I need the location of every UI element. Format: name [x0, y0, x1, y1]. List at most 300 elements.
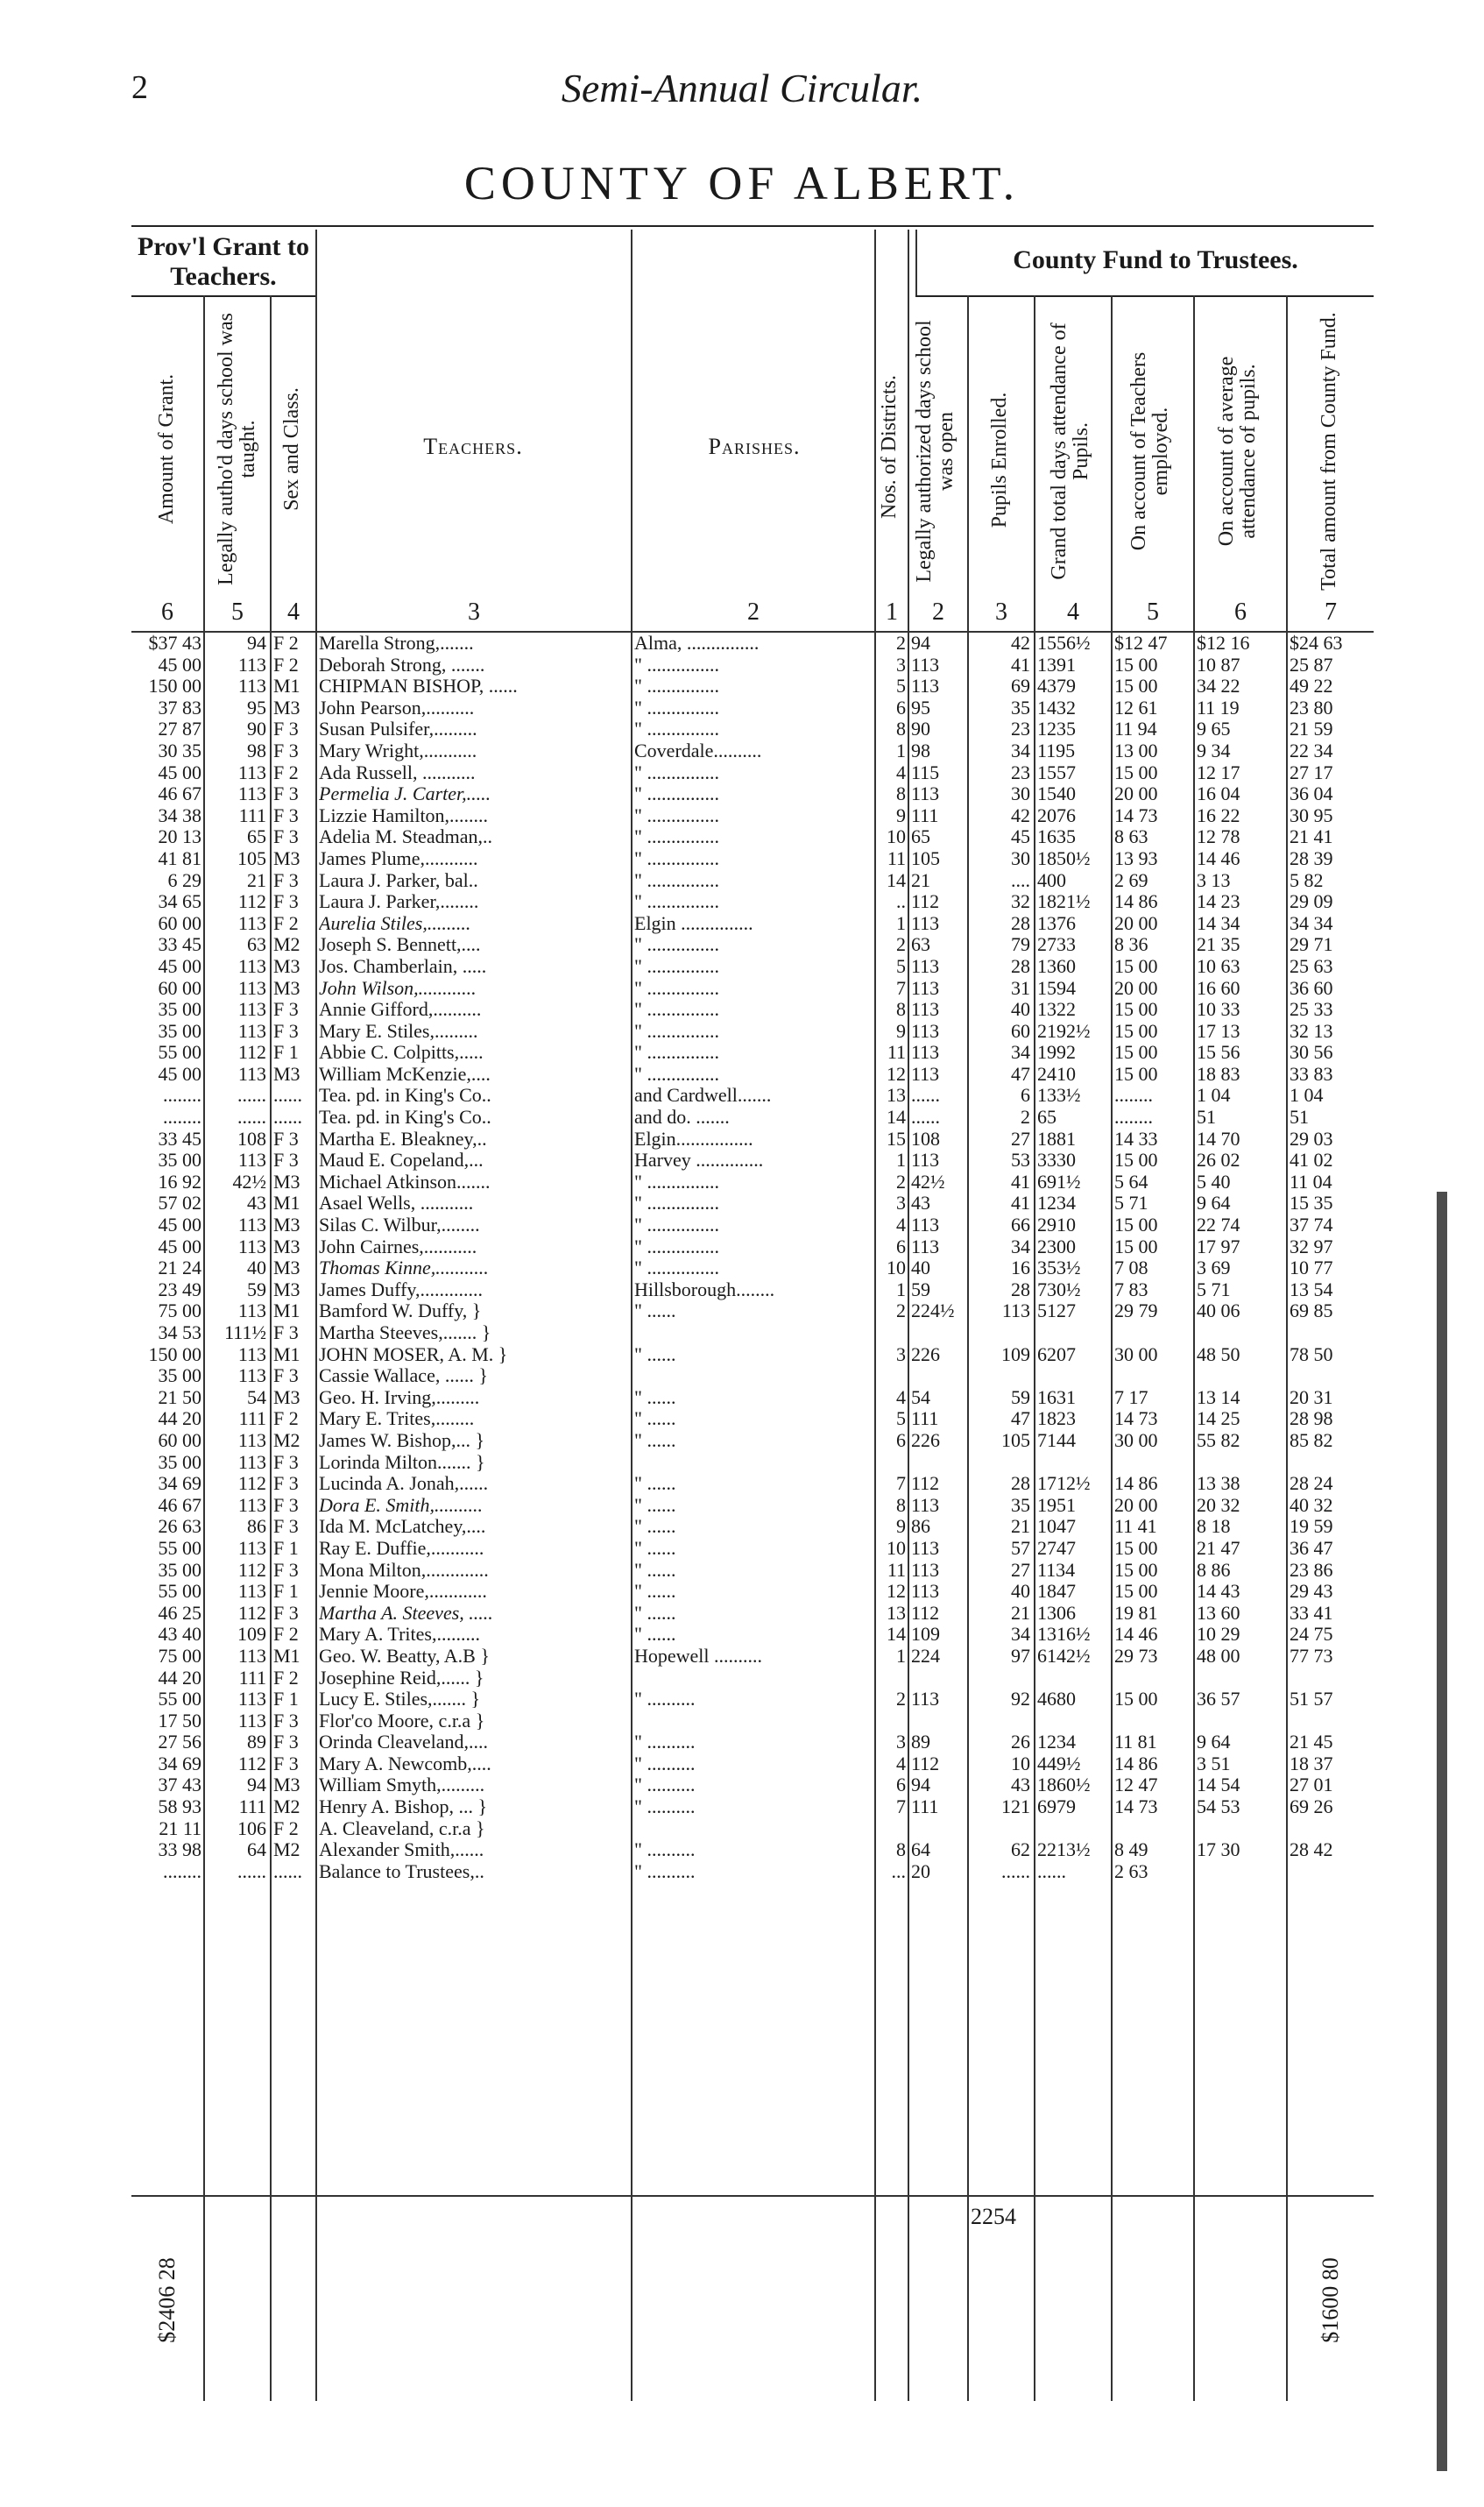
cell-days-taught: 113: [237, 1451, 266, 1473]
cell-total-amount: 1 04: [1290, 1085, 1324, 1107]
cell-pupils-enrolled: 23: [1011, 761, 1030, 783]
cell-amount-of-grant: 45 00: [158, 1215, 201, 1236]
cell-attendance-days: 353½: [1037, 1257, 1081, 1279]
cell-attendance-days: 2213½: [1037, 1839, 1091, 1861]
table-row: [0, 1710, 1484, 1732]
cell-attendance-days: 2733: [1037, 934, 1076, 956]
cell-district-number: 12: [887, 1581, 906, 1603]
table-row: [0, 1430, 1484, 1452]
cell-attendance-days: 730½: [1037, 1278, 1081, 1300]
cell-amount-of-grant: 30 35: [158, 740, 201, 761]
table-row: [0, 762, 1484, 784]
cell-pupils-enrolled: 21: [1011, 1602, 1030, 1624]
cell-days-taught: 112: [237, 1473, 266, 1495]
cell-district-number: 4: [896, 1753, 906, 1774]
cell-average-attendance-amount: 54 53: [1197, 1796, 1240, 1818]
cell-days-open: 90: [911, 719, 930, 740]
cell-pupils-enrolled: 62: [1011, 1839, 1030, 1861]
cell-attendance-days: 3330: [1037, 1150, 1076, 1172]
cell-amount-of-grant: 34 53: [158, 1322, 201, 1343]
cell-average-attendance-amount: 3 69: [1197, 1257, 1231, 1279]
cell-parish: " ..........: [634, 1796, 696, 1818]
cell-days-taught: 113: [237, 1494, 266, 1516]
cell-sex-and-class: F 3: [273, 1020, 299, 1042]
cell-district-number: 11: [887, 1042, 906, 1064]
table-row: [0, 1560, 1484, 1582]
cell-district-number: ..: [896, 891, 906, 913]
cell-days-taught: ......: [237, 1860, 266, 1882]
table-row: [0, 1193, 1484, 1215]
cell-attendance-days: 1631: [1037, 1386, 1076, 1408]
cell-parish: " ...............: [634, 1193, 719, 1215]
cell-days-open: 43: [911, 1193, 930, 1215]
table-row: [0, 1257, 1484, 1279]
cell-days-open: 89: [911, 1732, 930, 1753]
cell-total-amount: 5 82: [1290, 869, 1324, 891]
cell-days-open: 111: [911, 804, 939, 826]
cell-teacher-name: Ada Russell, ...........: [319, 761, 476, 783]
cell-sex-and-class: F 3: [273, 1494, 299, 1516]
cell-sex-and-class: ......: [273, 1860, 302, 1882]
col-number-days-taught: 5: [231, 598, 244, 626]
cell-average-attendance-amount: 13 60: [1197, 1602, 1240, 1624]
cell-pupils-enrolled: 31: [1011, 977, 1030, 999]
cell-average-attendance-amount: 36 57: [1197, 1689, 1240, 1710]
cell-teachers-employed-amount: 7 17: [1114, 1386, 1148, 1408]
cell-teachers-employed-amount: 15 00: [1114, 1559, 1158, 1581]
cell-total-amount: 36 04: [1290, 783, 1333, 805]
cell-teachers-employed-amount: 11 94: [1114, 719, 1157, 740]
cell-average-attendance-amount: 8 86: [1197, 1559, 1231, 1581]
cell-pupils-enrolled: 41: [1011, 1171, 1030, 1193]
table-row: [0, 1603, 1484, 1625]
cell-total-amount: 25 33: [1290, 999, 1333, 1021]
cell-district-number: 15: [887, 1128, 906, 1150]
cell-sex-and-class: M2: [273, 1839, 300, 1861]
cell-district-number: 4: [896, 761, 906, 783]
cell-amount-of-grant: 55 00: [158, 1689, 201, 1710]
cell-days-open: 112: [911, 1602, 940, 1624]
cell-pupils-enrolled: 2: [1021, 1107, 1030, 1129]
cell-average-attendance-amount: 11 19: [1197, 697, 1240, 719]
cell-teacher-name: JOHN MOSER, A. M. }: [319, 1343, 508, 1365]
cell-parish: " ......: [634, 1516, 676, 1538]
cell-teachers-employed-amount: 15 00: [1114, 676, 1158, 698]
cell-district-number: 6: [896, 1236, 906, 1257]
cell-teachers-employed-amount: 29 79: [1114, 1300, 1158, 1322]
cell-sex-and-class: F 3: [273, 1365, 299, 1387]
cell-average-attendance-amount: 14 70: [1197, 1128, 1240, 1150]
cell-sex-and-class: M3: [273, 1278, 300, 1300]
cell-days-taught: 86: [247, 1516, 266, 1538]
cell-pupils-enrolled: 57: [1011, 1537, 1030, 1559]
cell-teacher-name: Susan Pulsifer,.........: [319, 719, 477, 740]
cell-total-amount: 11 04: [1290, 1171, 1332, 1193]
cell-district-number: 1: [896, 1150, 906, 1172]
cell-teachers-employed-amount: 7 83: [1114, 1278, 1148, 1300]
cell-total-amount: 19 59: [1290, 1516, 1333, 1538]
cell-teacher-name: Mona Milton,.............: [319, 1559, 489, 1581]
table-row: [0, 1064, 1484, 1086]
cell-pupils-enrolled: 92: [1011, 1689, 1030, 1710]
cell-amount-of-grant: 45 00: [158, 1236, 201, 1257]
cell-parish: " ...............: [634, 847, 719, 869]
cell-teachers-employed-amount: 30 00: [1114, 1429, 1158, 1451]
table-row: [0, 1732, 1484, 1753]
cell-district-number: 7: [896, 1796, 906, 1818]
cell-average-attendance-amount: 8 18: [1197, 1516, 1231, 1538]
cell-attendance-days: 400: [1037, 869, 1066, 891]
cell-days-open: 113: [911, 955, 940, 977]
cell-total-amount: 77 73: [1290, 1645, 1333, 1667]
total-county-fund: $1600 80: [1318, 2257, 1343, 2343]
cell-average-attendance-amount: 22 74: [1197, 1215, 1240, 1236]
cell-teacher-name: William McKenzie,....: [319, 1063, 491, 1085]
cell-district-number: 6: [896, 1429, 906, 1451]
cell-teachers-employed-amount: 7 08: [1114, 1257, 1148, 1279]
cell-parish: " ......: [634, 1559, 676, 1581]
cell-days-taught: 113: [237, 783, 266, 805]
cell-days-taught: 113: [237, 999, 266, 1021]
cell-pupils-enrolled: 42: [1011, 633, 1030, 654]
cell-parish: " ...............: [634, 654, 719, 676]
cell-days-open: 94: [911, 1774, 930, 1796]
cell-days-open: 113: [911, 1063, 940, 1085]
cell-sex-and-class: M1: [273, 1343, 300, 1365]
cell-average-attendance-amount: 12 17: [1197, 761, 1240, 783]
cell-average-attendance-amount: 3 51: [1197, 1753, 1231, 1774]
cell-days-open: 113: [911, 1042, 940, 1064]
table-row: [0, 1796, 1484, 1818]
cell-amount-of-grant: 35 00: [158, 999, 201, 1021]
col-number-sex-class: 4: [287, 598, 300, 626]
cell-attendance-days: 6142½: [1037, 1645, 1091, 1667]
cell-amount-of-grant: ........: [163, 1860, 201, 1882]
cell-amount-of-grant: 35 00: [158, 1020, 201, 1042]
cell-teachers-employed-amount: 2 63: [1114, 1860, 1148, 1882]
cell-parish: " ...............: [634, 1042, 719, 1064]
header-avg-attendance: On account of average attendance of pupils.: [1215, 356, 1260, 547]
cell-pupils-enrolled: 121: [1001, 1796, 1030, 1818]
header-teachers: Teachers.: [423, 434, 523, 459]
cell-total-amount: 13 54: [1290, 1278, 1333, 1300]
cell-attendance-days: 6979: [1037, 1796, 1076, 1818]
cell-pupils-enrolled: 47: [1011, 1408, 1030, 1430]
cell-teacher-name: Geo. H. Irving,.........: [319, 1386, 480, 1408]
cell-days-open: ......: [911, 1107, 940, 1129]
cell-sex-and-class: F 3: [273, 1128, 299, 1150]
table-row: [0, 1107, 1484, 1129]
cell-pupils-enrolled: 28: [1011, 912, 1030, 934]
cell-days-taught: 113: [237, 1343, 266, 1365]
cell-district-number: 9: [896, 1516, 906, 1538]
cell-pupils-enrolled: 35: [1011, 1494, 1030, 1516]
cell-total-amount: 32 97: [1290, 1236, 1333, 1257]
cell-total-amount: 15 35: [1290, 1193, 1333, 1215]
cell-average-attendance-amount: 16 04: [1197, 783, 1240, 805]
cell-district-number: 12: [887, 1063, 906, 1085]
cell-sex-and-class: F 2: [273, 1408, 299, 1430]
running-title: Semi-Annual Circular.: [561, 66, 923, 110]
header-days-taught: Legally autho'd days school was taught.: [215, 313, 259, 585]
cell-parish: " ...............: [634, 1236, 719, 1257]
cell-amount-of-grant: 60 00: [158, 912, 201, 934]
cell-sex-and-class: F 3: [273, 1322, 299, 1343]
scan-edge-shadow: [1437, 1192, 1447, 2471]
cell-parish: " ...............: [634, 1215, 719, 1236]
totals-top-rule: [131, 2195, 1374, 2197]
cell-amount-of-grant: 45 00: [158, 654, 201, 676]
cell-days-taught: 54: [247, 1386, 266, 1408]
cell-amount-of-grant: 41 81: [158, 847, 201, 869]
cell-teacher-name: Michael Atkinson.......: [319, 1171, 491, 1193]
cell-pupils-enrolled: 6: [1021, 1085, 1030, 1107]
table-row: [0, 1387, 1484, 1409]
cell-days-open: 113: [911, 999, 940, 1021]
cell-total-amount: 69 26: [1290, 1796, 1333, 1818]
cell-teachers-employed-amount: 14 33: [1114, 1128, 1158, 1150]
cell-sex-and-class: F 2: [273, 654, 299, 676]
cell-pupils-enrolled: 79: [1011, 934, 1030, 956]
cell-teachers-employed-amount: 20 00: [1114, 1494, 1158, 1516]
cell-days-taught: 113: [237, 1215, 266, 1236]
cell-pupils-enrolled: 30: [1011, 847, 1030, 869]
cell-parish: " ...............: [634, 761, 719, 783]
cell-teachers-employed-amount: 19 81: [1114, 1602, 1158, 1624]
cell-sex-and-class: M3: [273, 847, 300, 869]
cell-parish: " ......: [634, 1581, 676, 1603]
cell-days-open: 113: [911, 1581, 940, 1603]
cell-teachers-employed-amount: 14 73: [1114, 804, 1158, 826]
cell-pupils-enrolled: 42: [1011, 804, 1030, 826]
cell-days-taught: 113: [237, 1063, 266, 1085]
cell-days-taught: 111½: [224, 1322, 266, 1343]
cell-days-taught: 113: [237, 955, 266, 977]
cell-total-amount: 33 41: [1290, 1602, 1333, 1624]
cell-sex-and-class: M3: [273, 977, 300, 999]
cell-teacher-name: Jos. Chamberlain, .....: [319, 955, 487, 977]
cell-amount-of-grant: 34 38: [158, 804, 201, 826]
cell-teacher-name: John Wilson,............: [319, 977, 477, 999]
cell-total-amount: 33 83: [1290, 1063, 1333, 1085]
cell-average-attendance-amount: 10 29: [1197, 1624, 1240, 1646]
cell-district-number: 3: [896, 1732, 906, 1753]
cell-days-taught: 43: [247, 1193, 266, 1215]
cell-parish: " ......: [634, 1408, 676, 1430]
cell-teachers-employed-amount: 13 93: [1114, 847, 1158, 869]
cell-teacher-name: Jennie Moore,............: [319, 1581, 487, 1603]
cell-days-open: 224: [911, 1645, 940, 1667]
cell-teacher-name: Laura J. Parker, bal..: [319, 869, 478, 891]
cell-attendance-days: 1951: [1037, 1494, 1076, 1516]
cell-teacher-name: Asael Wells, ...........: [319, 1193, 474, 1215]
cell-attendance-days: 4379: [1037, 676, 1076, 698]
cell-district-number: 3: [896, 1193, 906, 1215]
cell-average-attendance-amount: 51: [1197, 1107, 1216, 1129]
cell-teacher-name: Laura J. Parker,........: [319, 891, 479, 913]
cell-pupils-enrolled: 27: [1011, 1559, 1030, 1581]
cell-days-taught: 113: [237, 1537, 266, 1559]
cell-amount-of-grant: 27 56: [158, 1732, 201, 1753]
group-heading-county-fund: County Fund to Trustees.: [1013, 245, 1298, 274]
cell-total-amount: 21 59: [1290, 719, 1333, 740]
cell-total-amount: 30 56: [1290, 1042, 1333, 1064]
cell-days-open: 113: [911, 1150, 940, 1172]
cell-days-open: 226: [911, 1429, 940, 1451]
cell-days-open: 98: [911, 740, 930, 761]
cell-days-taught: 113: [237, 1645, 266, 1667]
cell-days-open: 109: [911, 1624, 940, 1646]
cell-teachers-employed-amount: 8 49: [1114, 1839, 1148, 1861]
table-row: [0, 978, 1484, 1000]
cell-parish: " ...............: [634, 955, 719, 977]
cell-pupils-enrolled: 113: [1001, 1300, 1030, 1322]
cell-parish: " ..........: [634, 1732, 696, 1753]
cell-pupils-enrolled: 105: [1001, 1429, 1030, 1451]
cell-total-amount: 27 17: [1290, 761, 1333, 783]
cell-attendance-days: ......: [1037, 1860, 1066, 1882]
cell-amount-of-grant: 45 00: [158, 955, 201, 977]
cell-total-amount: 28 98: [1290, 1408, 1333, 1430]
cell-pupils-enrolled: 26: [1011, 1732, 1030, 1753]
cell-teacher-name: Mary A. Trites,.........: [319, 1624, 480, 1646]
cell-teachers-employed-amount: 20 00: [1114, 912, 1158, 934]
cell-teacher-name: Aurelia Stiles,.........: [319, 912, 471, 934]
cell-sex-and-class: M3: [273, 1257, 300, 1279]
cell-sex-and-class: F 3: [273, 1732, 299, 1753]
cell-district-number: 8: [896, 1494, 906, 1516]
cell-attendance-days: 1540: [1037, 783, 1076, 805]
cell-attendance-days: 1195: [1037, 740, 1076, 761]
cell-days-open: 112: [911, 1473, 940, 1495]
col-number-amount: 6: [161, 598, 173, 626]
cell-days-taught: 108: [237, 1128, 266, 1150]
cell-district-number: 10: [887, 1257, 906, 1279]
col-number-parishes: 2: [747, 598, 760, 626]
cell-average-attendance-amount: 1 04: [1197, 1085, 1231, 1107]
cell-attendance-days: 1712½: [1037, 1473, 1091, 1495]
cell-total-amount: 29 43: [1290, 1581, 1333, 1603]
cell-teacher-name: Lucinda A. Jonah,......: [319, 1473, 489, 1495]
cell-amount-of-grant: 37 43: [158, 1774, 201, 1796]
cell-total-amount: 18 37: [1290, 1753, 1333, 1774]
table-row: [0, 719, 1484, 740]
cell-sex-and-class: F 3: [273, 999, 299, 1021]
cell-amount-of-grant: 44 20: [158, 1408, 201, 1430]
cell-days-taught: 94: [247, 633, 266, 654]
cell-total-amount: 28 42: [1290, 1839, 1333, 1861]
cell-total-amount: 25 63: [1290, 955, 1333, 977]
cell-attendance-days: 1556½: [1037, 633, 1091, 654]
cell-district-number: 6: [896, 697, 906, 719]
cell-days-open: 108: [911, 1128, 940, 1150]
total-amount-of-grant: $2406 28: [154, 2257, 180, 2343]
table-row: [0, 1042, 1484, 1064]
cell-teacher-name: Mary E. Stiles,.........: [319, 1020, 478, 1042]
cell-teachers-employed-amount: 14 86: [1114, 1473, 1158, 1495]
cell-amount-of-grant: 6 29: [167, 869, 201, 891]
table-row: [0, 891, 1484, 913]
cell-parish: " ..........: [634, 1860, 696, 1882]
cell-district-number: 11: [887, 847, 906, 869]
cell-average-attendance-amount: 12 78: [1197, 826, 1240, 848]
cell-sex-and-class: F 2: [273, 633, 299, 654]
table-row: [0, 934, 1484, 956]
cell-teacher-name: Lizzie Hamilton,........: [319, 804, 489, 826]
cell-parish: and Cardwell.......: [634, 1085, 772, 1107]
cell-pupils-enrolled: 21: [1011, 1516, 1030, 1538]
cell-parish: and do. .......: [634, 1107, 730, 1129]
cell-attendance-days: 1360: [1037, 955, 1076, 977]
table-row: [0, 913, 1484, 935]
cell-total-amount: 85 82: [1290, 1429, 1333, 1451]
cell-pupils-enrolled: 34: [1011, 740, 1030, 761]
cell-sex-and-class: F 3: [273, 783, 299, 805]
cell-district-number: 5: [896, 955, 906, 977]
cell-parish: " ..........: [634, 1753, 696, 1774]
cell-attendance-days: 691½: [1037, 1171, 1081, 1193]
cell-average-attendance-amount: 10 87: [1197, 654, 1240, 676]
cell-days-open: 94: [911, 633, 930, 654]
cell-sex-and-class: M1: [273, 1300, 300, 1322]
table-row: [0, 1365, 1484, 1387]
cell-days-open: 113: [911, 654, 940, 676]
cell-total-amount: 40 32: [1290, 1494, 1333, 1516]
cell-days-taught: 113: [237, 1689, 266, 1710]
cell-average-attendance-amount: 15 56: [1197, 1042, 1240, 1064]
cell-attendance-days: 2076: [1037, 804, 1076, 826]
cell-total-amount: 32 13: [1290, 1020, 1333, 1042]
table-row: [0, 1408, 1484, 1430]
cell-pupils-enrolled: 41: [1011, 654, 1030, 676]
cell-parish: " ...............: [634, 697, 719, 719]
cell-sex-and-class: F 3: [273, 1559, 299, 1581]
cell-sex-and-class: M3: [273, 1215, 300, 1236]
table-row: [0, 1279, 1484, 1301]
cell-days-open: 113: [911, 1236, 940, 1257]
table-row: [0, 999, 1484, 1021]
cell-days-open: 59: [911, 1278, 930, 1300]
group-rule-left: [131, 295, 315, 297]
cell-total-amount: $24 63: [1290, 633, 1343, 654]
cell-pupils-enrolled: 16: [1011, 1257, 1030, 1279]
page-number: 2: [131, 69, 148, 106]
cell-pupils-enrolled: 34: [1011, 1624, 1030, 1646]
cell-attendance-days: 2910: [1037, 1215, 1076, 1236]
cell-days-taught: 112: [237, 1753, 266, 1774]
cell-parish: " ......: [634, 1386, 676, 1408]
cell-days-open: 113: [911, 1559, 940, 1581]
cell-parish: " ...............: [634, 676, 719, 698]
cell-total-amount: 36 60: [1290, 977, 1333, 999]
cell-total-amount: 25 87: [1290, 654, 1333, 676]
cell-average-attendance-amount: 13 38: [1197, 1473, 1240, 1495]
cell-attendance-days: 1316½: [1037, 1624, 1091, 1646]
cell-teacher-name: Marella Strong,.......: [319, 633, 474, 654]
cell-teacher-name: Maud E. Copeland,...: [319, 1150, 484, 1172]
cell-pupils-enrolled: 60: [1011, 1020, 1030, 1042]
cell-days-open: 112: [911, 1753, 940, 1774]
cell-amount-of-grant: 33 98: [158, 1839, 201, 1861]
table-row: [0, 1646, 1484, 1668]
cell-teachers-employed-amount: 14 86: [1114, 1753, 1158, 1774]
cell-district-number: 13: [887, 1085, 906, 1107]
cell-amount-of-grant: ........: [163, 1085, 201, 1107]
cell-sex-and-class: F 3: [273, 1516, 299, 1538]
cell-total-amount: 27 01: [1290, 1774, 1333, 1796]
cell-pupils-enrolled: 66: [1011, 1215, 1030, 1236]
cell-total-amount: 20 31: [1290, 1386, 1333, 1408]
